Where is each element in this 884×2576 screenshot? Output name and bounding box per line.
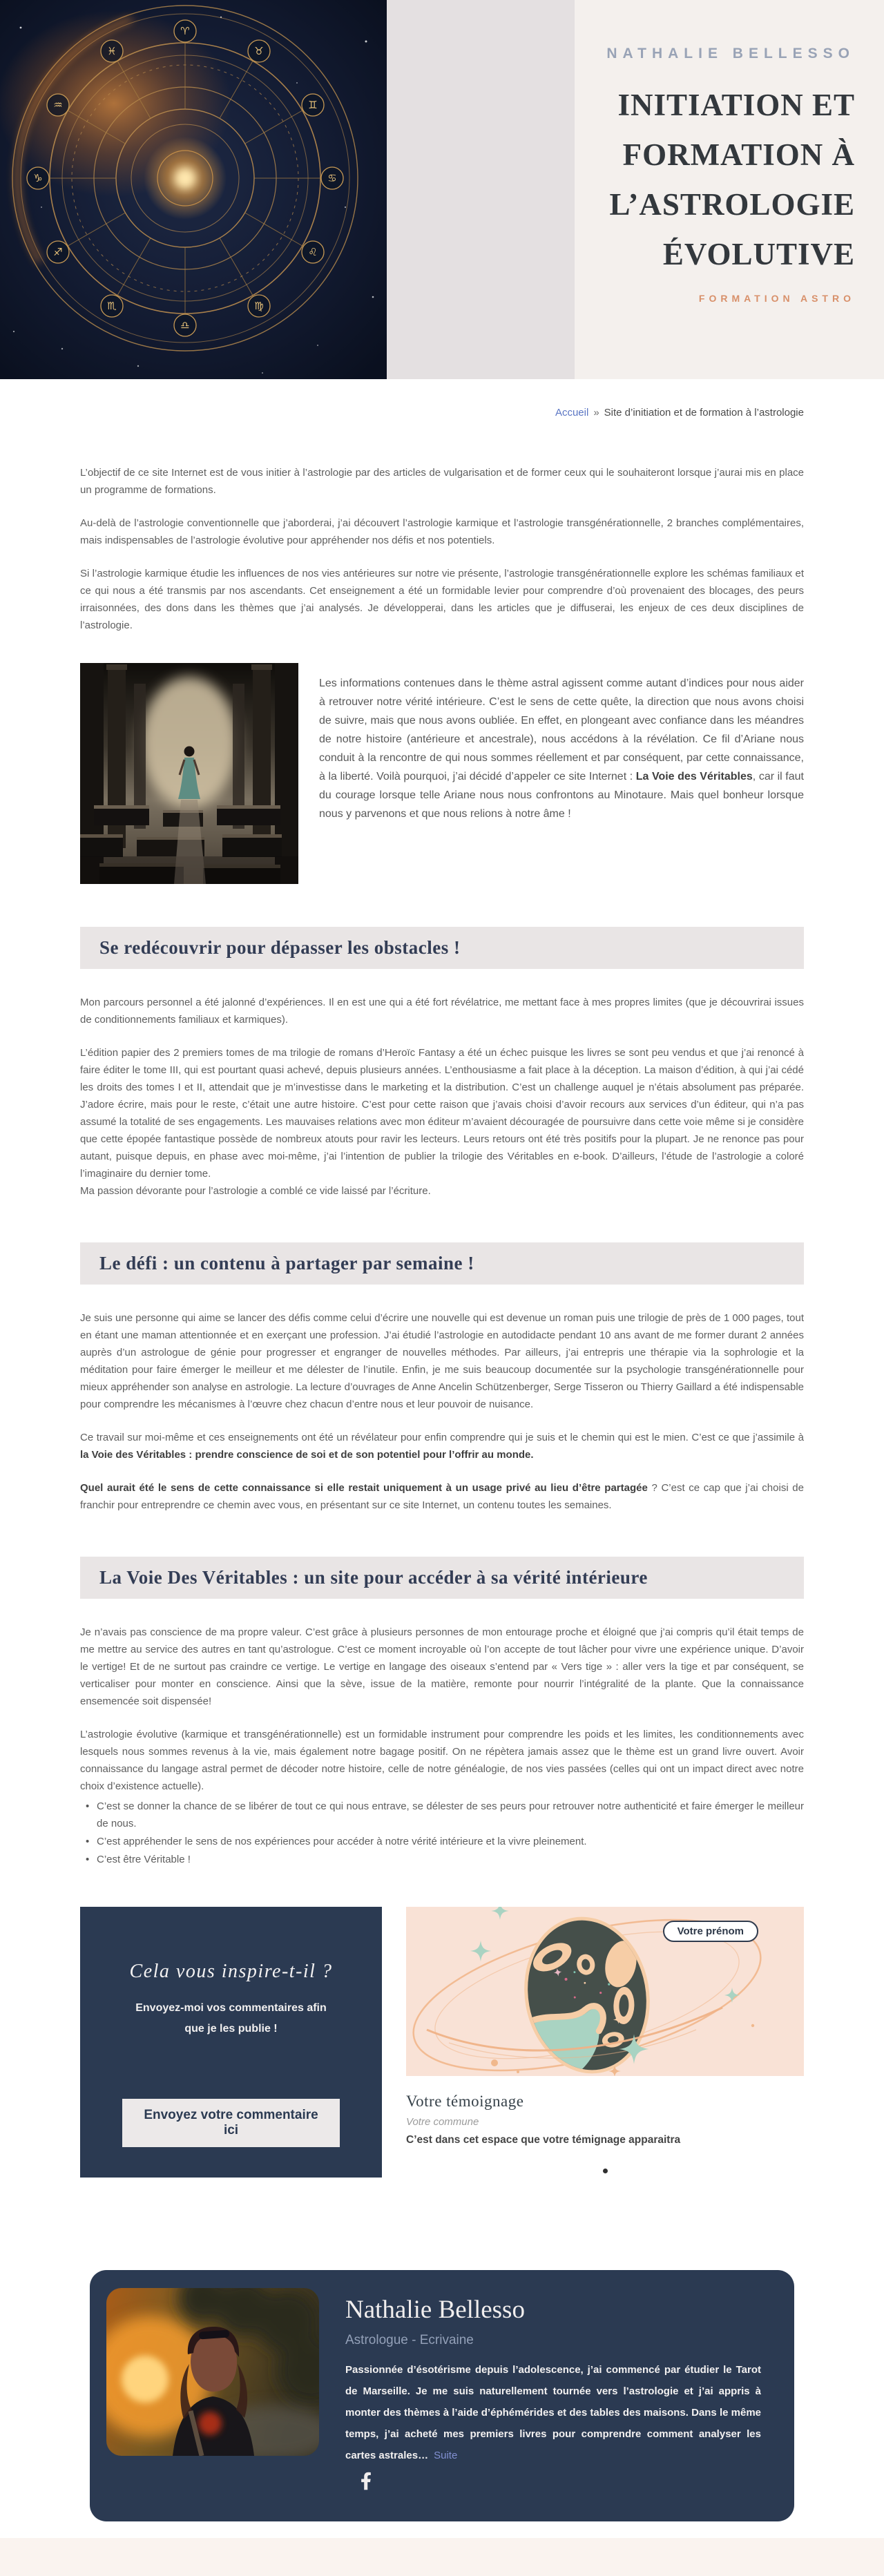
svg-text:♐: ♐ [53, 246, 63, 258]
send-comment-button[interactable]: Envoyez votre commentaire ici [122, 2099, 340, 2147]
svg-text:♌: ♌ [308, 246, 318, 258]
svg-text:♈: ♈ [180, 25, 190, 37]
hero-text-panel [575, 0, 884, 379]
bullet-item: • C’est être Véritable ! [80, 1851, 804, 1868]
section-paragraph: L’édition papier des 2 premiers tomes de ma trilogie de romans d’Heroïc Fantasy a été un échec puisque les livres se sont peu vendus et que j’ai renoncé à faire éditer le tome III, qui est pourtant quasi achevé, depuis plusieurs années. L’enthousiasme a fait place à la déception. La maison d’édition, à qui j’ai cédé les droits des tomes I et II, attendait que je m’investisse dans le marketing et la distribution. C’est un challenge auquel je n’étais absolument pas préparée. J’adore écrire, mais pour le reste, c’était une autre histoire. C’est pour cette raison que j’avais choisi d’avoir recours aux services d’un éditeur, qui n’a pas assumé la totalité de ses engagements. Les mauvaises relations avec mon éditeur m’avaient découragée de poursuivre dans cette voie même si je considère que cette épopée fantastique possède de nombreux atouts pour ravir les lecteurs. Leurs retours ont été très positifs pour la plupart. Je ne renonce pas pour autant, puisque depuis, en phase avec moi-même, j’ai l’intention de publier la trilogie des Véritables en e-book. D’ailleurs, l’étude de l’astrologie a coloré l’imaginaire du dernier tome. Ma passion dévorante pour l’astrologie a comblé ce vide laissé par l’écriture. [80, 1047, 804, 1197]
breadcrumb-current: Site d’initiation et de formation à l’astrologie [604, 407, 804, 419]
benefits-list [80, 1798, 804, 1868]
maze-section [80, 663, 804, 884]
breadcrumb-separator: » [593, 407, 599, 419]
cards-row [80, 1907, 804, 2178]
section-voie-des-veritables [80, 1557, 804, 1868]
author-name: Nathalie Bellesso [345, 2296, 525, 2324]
author-card [90, 2270, 794, 2521]
section-obstacles [80, 927, 804, 1200]
author-info [345, 2288, 761, 2494]
planet-illustration [406, 1907, 804, 2076]
testimonial-widget [406, 1907, 804, 2178]
testimonial-placeholder: C’est dans cet espace que votre témignage apparaitra [406, 2134, 681, 2146]
bullet-item: • C’est appréhender le sens de nos expériences pour accéder à notre vérité intérieure et la vivre pleinement. [80, 1833, 804, 1850]
site-name: NATHALIE BELLESSO [606, 46, 855, 61]
section-paragraph: Je n’avais pas conscience de ma propre valeur. C’est grâce à plusieurs personnes de mon entourage proche et éloigné que j’ai compris qu’il était temps de me mettre au service des autres en tant qu’astrologue. C’est ce moment incroyable où l’on accepte de tout lâcher pour vivre une expérience unique. D’avoir le vertige! Et de ne surtout pas craindre ce vertige. Le vertige en langage des oiseaux s’entend par « Vers tige » : aller vers la tige et par conséquent, se verticaliser pour monter en conscience. Ainsi que la sève, issue de la matière, remonte pour nourrir l’intégralité de la plante. Que la connaissance ensemencée soit dispensée! [80, 1626, 804, 1707]
section-heading: Le défi : un contenu à partager par semaine ! [80, 1242, 804, 1285]
svg-text:♏: ♏ [107, 300, 117, 312]
section-paragraph: L’astrologie évolutive (karmique et transgénérationnelle) est un formidable instrument pour comprendre les poids et les limites, les conditionnements avec lesquels nous sommes revenus à la vie, mais également notre bagage positif. On ne répètera jamais assez que le thème est un grand livre ouvert. Avoir connaissance du langage astral permet de décoder notre histoire, celle de notre généalogie, de nos vies passées (celles qui ont un impact direct avec notre choix d’existence actuelle). [80, 1729, 804, 1792]
facebook-link[interactable] [361, 2472, 372, 2494]
comment-invite-card [80, 1907, 382, 2178]
svg-text:♊: ♊ [308, 99, 318, 111]
hero-header [0, 0, 884, 379]
author-bio-text: Passionnée d’ésotérisme depuis l’adolescence, j’ai commencé par étudier le Tarot de Marseille. Je me suis naturellement tournée vers l’astrologie et j’ai appris à monter des thèmes à l’aide d’éphémérides et des tables des maisons. Dans le même temps, j’ai acheté mes premiers livres pour comprendre comment analyser les cartes astrales… [345, 2364, 761, 2461]
carousel-dots [406, 2164, 804, 2177]
author-bio [345, 2359, 761, 2466]
section-paragraph: Je suis une personne qui aime se lancer des défis comme celui d’écrire une nouvelle qui est devenue un roman puis une trilogie de près de 1 000 pages, tout en étant une maman attentionnée et en exerçant une profession. J’ai étudié l’astrologie en autodidacte pendant 10 ans avant de me former durant 2 années auprès d’un astrologue de génie pour progresser et engranger de nouvelles méthodes. Par ailleurs, j’ai entrepris une thérapie via la sophrologie et la méditation pour faire émerger le meilleur et me délester de l’inutile. Enfin, je me suis beaucoup documentée sur la psychologie transgénérationnelle pour mieux appréhender son analyse en astrologie. La lecture d’ouvrages de Anne Ancelin Schützenberger, Serge Tisseron ou Thierry Gaillard a été indispensable pour comprendre les mécanismes à l’œuvre chez chacun d’entre nous et leur pouvoir de nuisance. [80, 1312, 804, 1410]
author-role: Astrologue - Ecrivaine [345, 2333, 474, 2347]
section-defi [80, 1242, 804, 1514]
breadcrumb [80, 407, 804, 419]
comment-card-subtitle: Envoyez-moi vos commentaires afin que je les publie ! [135, 2002, 327, 2035]
astrology-wheel-image [0, 0, 387, 379]
labyrinth-image [80, 663, 298, 884]
maze-paragraph: Les informations contenues dans le thème astral agissent comme autant d’indices pour nous aider à retrouver notre vérité intérieure. C’est le sens de cette quête, la direction que nous avons choisi de suivre, mais que nous avons oubliée. En effet, en plongeant avec confiance dans les méandres de notre histoire (antérieure et ancestrale), nous accédons à la révélation. Ce fil d’Ariane nous conduit à la rencontre de qui nous sommes réellement et par conséquent, par cette connaissance, à la liberté. Voilà pourquoi, j’ai décidé d’appeler ce site Internet : La Voie des Véritables, car il faut du courage lorsque telle Ariane nous nous confrontons au Minotaure. Mais quel bonheur lorsque nous y parvenons et que nous relions à notre âme ! [319, 677, 804, 820]
svg-text:♑: ♑ [33, 172, 43, 184]
section-paragraph: Ce travail sur moi-même et ces enseignements ont été un révélateur pour enfin comprendre qui je suis et le chemin qui est le mien. C’est ce que j’assimile à la Voie des Véritables : prendre conscience de soi et de son potentiel pour l’offrir au monde. [80, 1432, 804, 1461]
carousel-dot[interactable] [603, 2169, 608, 2173]
section-paragraph: Quel aurait été le sens de cette connaissance si elle restait uniquement à un usage privé au lieu d’être partagée ? C’est ce cap que j’ai choisi de franchir pour entreprendre ce chemin avec vous, en présentant sur ce site Internet, un contenu toutes les semaines. [80, 1482, 804, 1511]
svg-text:♎: ♎ [180, 319, 190, 331]
svg-text:♍: ♍ [254, 300, 264, 312]
svg-text:♒: ♒ [53, 99, 63, 111]
testimonial-heading: Votre témoignage [406, 2093, 524, 2110]
read-more-link[interactable]: Suite [434, 2450, 458, 2461]
section-heading: La Voie Des Véritables : un site pour accéder à sa vérité intérieure [80, 1557, 804, 1599]
svg-text:♓: ♓ [107, 45, 117, 57]
intro-paragraph: Au-delà de l’astrologie conventionnelle que j’aborderai, j’ai découvert l’astrologie karmique et l’astrologie transgénérationnelle, 2 branches complémentaires, mais indispensables de l’astrologie évolutive pour appréhender nos défis et nos potentiels. [80, 517, 804, 546]
author-photo [106, 2288, 319, 2456]
section-heading: Se redécouvrir pour dépasser les obstacles ! [80, 927, 804, 969]
hero-tagline: FORMATION ASTRO [698, 293, 855, 304]
comment-card-title: Cela vous inspire-t-il ? [129, 1961, 333, 1982]
intro-paragraph: L’objectif de ce site Internet est de vous initier à l’astrologie par des articles de vulgarisation et de former ceux qui le souhaiteront lorsque j’aurai mis en place un programme de formations. [80, 467, 804, 496]
section-paragraph: Mon parcours personnel a été jalonné d’expériences. Il en est une qui a été fort révélatrice, me mettant face à mes propres limites (que je découvrirai issues de conditionnements familiaux et karmiques). [80, 997, 804, 1026]
bullet-item: • C’est se donner la chance de se libérer de tout ce qui nous entrave, se délester de ses peurs pour retrouver notre authenticité et faire émerger le meilleur de nous. [80, 1798, 804, 1832]
intro-paragraph: Si l’astrologie karmique étudie les influences de nos vies antérieures sur notre vie présente, l’astrologie transgénérationnelle explore les schémas familiaux et ce qui nous a été transmis par nos ascendants. Cet enseignement a été un formidable levier pour comprendre d’où provenaient des blocages, des peurs irraisonnées, des dons dans les thèmes que j’ai analysés. Je développerai, dans les articles que je diffuserai, les enjeux de ces deux disciplines de l’astrologie. [80, 568, 804, 631]
facebook-f-icon [361, 2472, 372, 2490]
breadcrumb-home-link[interactable]: Accueil [555, 407, 589, 419]
page-title: INITIATION ET FORMATION À L’ASTROLOGIE ÉVOLUTIVE [609, 88, 855, 271]
first-name-pill[interactable]: Votre prénom [663, 1921, 758, 1942]
svg-text:♉: ♉ [254, 45, 264, 57]
page-bottom-strip [0, 2538, 884, 2576]
testimonial-commune-label: Votre commune [406, 2116, 479, 2128]
svg-text:♋: ♋ [327, 172, 337, 184]
intro-section [80, 464, 804, 634]
hero-gray-panel [387, 0, 575, 379]
